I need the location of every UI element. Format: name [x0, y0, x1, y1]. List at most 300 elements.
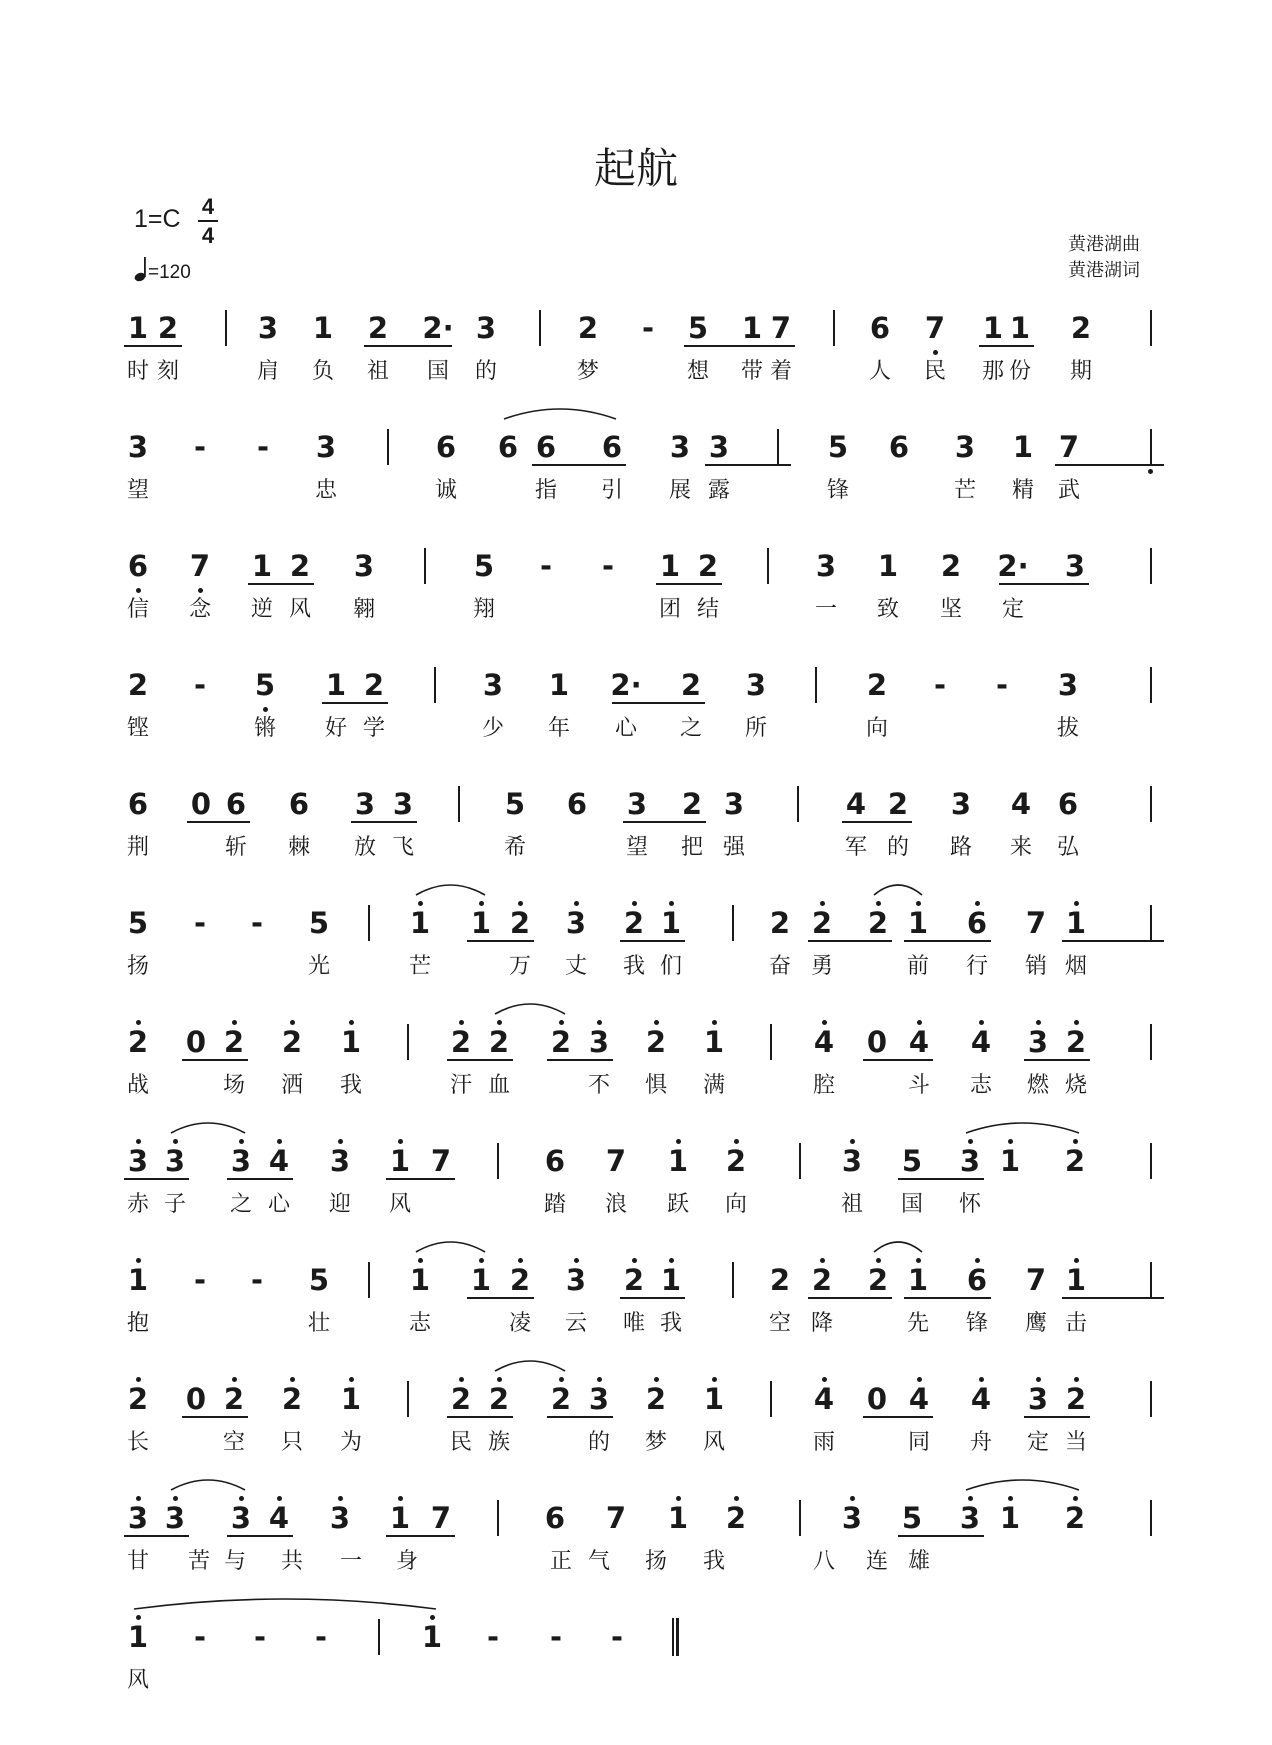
lyric-10-13: 八 — [812, 1549, 835, 1574]
lyric-9-11: 风 — [702, 1430, 725, 1455]
lyric-3-6: 少 — [481, 716, 504, 741]
note-2-12: 3 — [815, 549, 837, 583]
lyric-3-12: 向 — [865, 716, 888, 741]
lyric-5-13: 勇 — [810, 954, 833, 979]
lyric-6-7: 血 — [487, 1073, 510, 1098]
lyric-5-7: 万 — [508, 954, 531, 979]
lyric-10-8: 正 — [549, 1549, 572, 1574]
note-11-0: 1 — [127, 1620, 149, 1654]
lyric-8-16: 锋 — [965, 1311, 988, 1336]
note-0-11: 5 — [687, 311, 709, 345]
note-7-1: 3 — [164, 1144, 186, 1178]
note-10-3: 4 — [268, 1501, 290, 1535]
note-7-8: 6 — [544, 1144, 566, 1178]
lyric-7-4: 迎 — [328, 1192, 351, 1217]
lyric-11-0: 风 — [126, 1668, 149, 1693]
lyric-10-5: 身 — [395, 1549, 418, 1574]
slur-arc — [504, 409, 616, 419]
lyric-6-10: 惧 — [644, 1073, 667, 1098]
note-0-18: 1 — [1009, 311, 1031, 345]
note-4-11: 3 — [723, 787, 745, 821]
note-11-6: - — [486, 1620, 500, 1654]
note-6-3: 2 — [281, 1025, 303, 1059]
note-2-2: 1 — [251, 549, 273, 583]
lyric-3-9: 之 — [679, 716, 702, 741]
slur-arc — [495, 1004, 565, 1014]
note-5-18: 1 — [1065, 906, 1087, 940]
lyric-7-11: 向 — [724, 1192, 747, 1217]
note-6-8: 2 — [550, 1025, 572, 1059]
note-8-13: 2 — [811, 1263, 833, 1297]
lyric-5-12: 奋 — [768, 954, 791, 979]
note-5-13: 2 — [811, 906, 833, 940]
lyric-4-3: 棘 — [287, 835, 310, 860]
lyric-7-10: 跃 — [666, 1192, 689, 1217]
lyric-8-9: 唯 — [622, 1311, 645, 1336]
note-8-6: 1 — [470, 1263, 492, 1297]
lyric-6-2: 场 — [222, 1073, 245, 1098]
note-4-10: 2 — [681, 787, 703, 821]
note-9-13: 4 — [813, 1382, 835, 1416]
lyric-8-12: 空 — [768, 1311, 791, 1336]
lyric-4-5: 飞 — [391, 835, 414, 860]
lyric-2-14: 坚 — [939, 597, 962, 622]
note-5-7: 2 — [509, 906, 531, 940]
note-2-9: 1 — [659, 549, 681, 583]
lyric-0-18: 份 — [1008, 359, 1031, 384]
note-9-0: 2 — [127, 1382, 149, 1416]
slur-arc — [171, 1123, 245, 1133]
slur-arc — [495, 1361, 565, 1371]
note-3-3: 1 — [325, 668, 347, 702]
note-5-1: - — [193, 906, 207, 940]
key-signature: 1=C — [134, 205, 181, 233]
note-10-10: 1 — [667, 1501, 689, 1535]
lyric-7-13: 祖 — [840, 1192, 863, 1217]
lyric-5-17: 销 — [1024, 954, 1047, 979]
lyric-3-3: 好 — [324, 716, 347, 741]
note-6-18: 2 — [1065, 1025, 1087, 1059]
lyric-10-10: 扬 — [644, 1549, 667, 1574]
note-2-10: 2 — [697, 549, 719, 583]
lyric-6-4: 我 — [339, 1073, 362, 1098]
lyric-9-16: 舟 — [969, 1430, 992, 1455]
lyric-7-5: 风 — [388, 1192, 411, 1217]
lyric-9-10: 梦 — [644, 1430, 667, 1455]
lyric-6-9: 不 — [587, 1073, 610, 1098]
note-4-4: 3 — [354, 787, 376, 821]
note-2-8: - — [601, 549, 615, 583]
lyric-4-9: 望 — [625, 835, 648, 860]
note-8-3: 5 — [308, 1263, 330, 1297]
lyric-9-15: 同 — [907, 1430, 930, 1455]
lyric-4-13: 军 — [844, 835, 867, 860]
lyric-10-15: 雄 — [907, 1549, 930, 1574]
lyric-0-16: 民 — [923, 359, 946, 384]
note-5-15: 1 — [907, 906, 929, 940]
lyric-6-18: 烧 — [1064, 1073, 1087, 1098]
lyric-0-12: 带 — [740, 359, 763, 384]
note-7-15: 3 — [959, 1144, 981, 1178]
lyric-5-5: 芒 — [408, 954, 431, 979]
lyric-10-1: 苦 — [187, 1549, 210, 1574]
note-9-4: 1 — [340, 1382, 362, 1416]
note-4-0: 6 — [127, 787, 149, 821]
lyric-9-17: 定 — [1026, 1430, 1049, 1455]
time-signature-top: 4 — [201, 194, 215, 219]
note-9-11: 1 — [703, 1382, 725, 1416]
note-7-11: 2 — [725, 1144, 747, 1178]
lyric-5-8: 丈 — [564, 954, 587, 979]
lyric-4-14: 的 — [886, 835, 909, 860]
lyric-6-17: 燃 — [1026, 1073, 1049, 1098]
lyric-3-10: 所 — [744, 716, 767, 741]
lyric-6-13: 腔 — [812, 1073, 835, 1098]
note-4-17: 6 — [1057, 787, 1079, 821]
lyric-2-2: 逆 — [250, 597, 273, 622]
lyric-8-15: 先 — [906, 1311, 929, 1336]
lyric-0-0: 时 — [126, 359, 149, 384]
slur-arc — [874, 1242, 922, 1252]
note-6-11: 1 — [703, 1025, 725, 1059]
lyric-9-6: 民 — [449, 1430, 472, 1455]
note-6-4: 1 — [340, 1025, 362, 1059]
note-9-9: 3 — [588, 1382, 610, 1416]
lyric-9-3: 只 — [280, 1430, 303, 1455]
note-7-6: 7 — [430, 1144, 452, 1178]
lyric-0-19: 期 — [1069, 359, 1092, 384]
note-8-12: 2 — [769, 1263, 791, 1297]
lyric-10-3: 共 — [280, 1549, 303, 1574]
lyric-10-14: 连 — [865, 1549, 888, 1574]
lyric-0-13: 着 — [769, 359, 792, 384]
note-10-17: 2 — [1064, 1501, 1086, 1535]
note-7-10: 1 — [667, 1144, 689, 1178]
lyric-5-3: 光 — [307, 954, 330, 979]
note-11-2: - — [253, 1620, 267, 1654]
note-0-15: 6 — [869, 311, 891, 345]
note-3-6: 3 — [482, 668, 504, 702]
note-3-14: - — [995, 668, 1009, 702]
lyric-0-4: 负 — [311, 359, 334, 384]
note-4-13: 4 — [845, 787, 867, 821]
lyric-7-1: 子 — [163, 1192, 186, 1217]
note-0-5: 2 — [367, 311, 389, 345]
lyric-6-3: 洒 — [280, 1073, 303, 1098]
note-9-2: 2 — [223, 1382, 245, 1416]
note-4-16: 4 — [1010, 787, 1032, 821]
note-1-3: 3 — [315, 430, 337, 464]
lyric-7-15: 怀 — [958, 1192, 981, 1217]
note-1-14: 3 — [954, 430, 976, 464]
note-9-18: 2 — [1065, 1382, 1087, 1416]
note-0-19: 2 — [1070, 311, 1092, 345]
lyric-6-0: 战 — [126, 1073, 149, 1098]
note-7-0: 3 — [127, 1144, 149, 1178]
note-5-3: 5 — [308, 906, 330, 940]
lyric-10-9: 气 — [587, 1549, 610, 1574]
note-6-16: 4 — [970, 1025, 992, 1059]
lyric-4-2: 斩 — [224, 835, 247, 860]
note-8-18: 1 — [1065, 1263, 1087, 1297]
lyric-2-10: 结 — [696, 597, 719, 622]
lyric-1-0: 望 — [126, 478, 149, 503]
note-10-4: 3 — [329, 1501, 351, 1535]
note-10-15: 3 — [959, 1501, 981, 1535]
lyric-3-15: 拔 — [1056, 716, 1079, 741]
lyric-4-17: 弘 — [1056, 835, 1079, 860]
note-7-9: 7 — [605, 1144, 627, 1178]
lyric-1-8: 引 — [600, 478, 623, 503]
note-10-6: 7 — [430, 1501, 452, 1535]
slur-arc — [416, 885, 485, 895]
note-5-6: 1 — [470, 906, 492, 940]
lyric-10-4: 一 — [339, 1549, 362, 1574]
note-1-0: 3 — [127, 430, 149, 464]
note-10-9: 7 — [605, 1501, 627, 1535]
lyric-0-6: 国 — [426, 359, 449, 384]
note-9-8: 2 — [550, 1382, 572, 1416]
note-7-4: 3 — [329, 1144, 351, 1178]
note-3-1: - — [193, 668, 207, 702]
lyric-9-7: 族 — [487, 1430, 510, 1455]
note-5-12: 2 — [769, 906, 791, 940]
note-3-2: 5 — [254, 668, 276, 702]
note-3-0: 2 — [127, 668, 149, 702]
slur-arc — [171, 1480, 245, 1490]
note-4-9: 3 — [626, 787, 648, 821]
lyric-8-5: 志 — [408, 1311, 431, 1336]
lyric-1-10: 露 — [707, 478, 730, 503]
slur-arc — [134, 1599, 436, 1609]
note-3-13: - — [933, 668, 947, 702]
note-8-2: - — [250, 1263, 264, 1297]
note-5-14: 2 — [867, 906, 889, 940]
note-6-0: 2 — [127, 1025, 149, 1059]
note-6-7: 2 — [488, 1025, 510, 1059]
note-8-15: 1 — [907, 1263, 929, 1297]
lyric-5-0: 扬 — [126, 954, 149, 979]
lyric-10-2: 与 — [223, 1549, 246, 1574]
lyric-8-7: 凌 — [508, 1311, 531, 1336]
note-3-8: 2· — [610, 668, 642, 702]
note-7-16: 1 — [999, 1144, 1021, 1178]
note-7-14: 5 — [901, 1144, 923, 1178]
note-6-10: 2 — [645, 1025, 667, 1059]
note-1-2: - — [256, 430, 270, 464]
note-8-14: 2 — [867, 1263, 889, 1297]
note-3-4: 2 — [363, 668, 385, 702]
lyric-2-9: 团 — [658, 597, 681, 622]
lyric-4-15: 路 — [949, 835, 972, 860]
lyric-10-0: 甘 — [126, 1549, 149, 1574]
lyric-4-16: 来 — [1009, 835, 1032, 860]
composer-credit: 黄港湖曲 — [1068, 234, 1140, 254]
note-0-3: 3 — [257, 311, 279, 345]
lyric-7-3: 心 — [267, 1192, 290, 1217]
note-1-7: 6 — [535, 430, 557, 464]
lyric-4-11: 强 — [722, 835, 745, 860]
note-6-2: 2 — [223, 1025, 245, 1059]
lyric-2-1: 念 — [188, 597, 211, 622]
lyric-6-6: 汗 — [449, 1073, 472, 1098]
note-5-5: 1 — [409, 906, 431, 940]
lyric-8-13: 降 — [810, 1311, 833, 1336]
lyric-8-3: 壮 — [307, 1311, 330, 1336]
note-7-5: 1 — [389, 1144, 411, 1178]
note-0-4: 1 — [312, 311, 334, 345]
note-8-1: - — [193, 1263, 207, 1297]
note-2-4: 3 — [353, 549, 375, 583]
slur-arc — [416, 1242, 485, 1252]
lyric-3-4: 学 — [362, 716, 385, 741]
lyric-3-8: 心 — [614, 716, 637, 741]
lyric-8-10: 我 — [659, 1311, 682, 1336]
note-5-17: 7 — [1025, 906, 1047, 940]
note-11-7: - — [549, 1620, 563, 1654]
note-8-7: 2 — [509, 1263, 531, 1297]
note-11-8: - — [610, 1620, 624, 1654]
lyric-7-0: 赤 — [126, 1192, 149, 1217]
lyric-4-10: 把 — [680, 835, 703, 860]
note-4-15: 3 — [950, 787, 972, 821]
lyricist-credit: 黄港湖词 — [1068, 260, 1140, 280]
note-7-2: 3 — [230, 1144, 252, 1178]
lyric-8-8: 云 — [564, 1311, 587, 1336]
lyric-3-2: 锵 — [253, 716, 276, 741]
lyric-2-4: 翱 — [352, 597, 375, 622]
lyric-1-9: 展 — [668, 478, 691, 503]
lyric-5-10: 们 — [659, 954, 682, 979]
note-1-9: 3 — [669, 430, 691, 464]
note-5-8: 3 — [565, 906, 587, 940]
tempo-value: =120 — [148, 262, 191, 283]
lyric-9-0: 长 — [126, 1430, 149, 1455]
lyric-7-14: 国 — [900, 1192, 923, 1217]
note-1-15: 1 — [1012, 430, 1034, 464]
note-5-0: 5 — [127, 906, 149, 940]
slur-arc — [966, 1123, 1079, 1133]
lyric-0-1: 刻 — [156, 359, 179, 384]
lyric-7-2: 之 — [229, 1192, 252, 1217]
note-2-7: - — [539, 549, 553, 583]
lyric-2-12: 一 — [814, 597, 837, 622]
note-0-1: 2 — [157, 311, 179, 345]
note-9-14: 0 — [866, 1382, 888, 1416]
note-5-9: 2 — [623, 906, 645, 940]
note-0-17: 1 — [982, 311, 1004, 345]
note-7-3: 4 — [268, 1144, 290, 1178]
slur-arc — [874, 885, 922, 895]
note-2-15: 2· — [997, 549, 1029, 583]
lyric-3-7: 年 — [547, 716, 570, 741]
note-7-17: 2 — [1064, 1144, 1086, 1178]
note-3-9: 2 — [680, 668, 702, 702]
note-2-0: 6 — [127, 549, 149, 583]
note-10-0: 3 — [127, 1501, 149, 1535]
note-3-7: 1 — [548, 668, 570, 702]
lyric-5-18: 烟 — [1064, 954, 1087, 979]
lyric-4-7: 希 — [503, 835, 526, 860]
lyric-0-15: 人 — [868, 359, 891, 384]
lyric-5-15: 前 — [906, 954, 929, 979]
note-2-13: 1 — [877, 549, 899, 583]
note-5-10: 1 — [660, 906, 682, 940]
lyric-10-11: 我 — [702, 1549, 725, 1574]
note-4-1: 0 — [190, 787, 212, 821]
note-4-14: 2 — [887, 787, 909, 821]
note-4-8: 6 — [566, 787, 588, 821]
note-10-13: 3 — [841, 1501, 863, 1535]
lyric-5-9: 我 — [622, 954, 645, 979]
note-9-10: 2 — [645, 1382, 667, 1416]
lyric-1-14: 芒 — [953, 478, 976, 503]
lyric-8-0: 抱 — [126, 1311, 149, 1336]
lyric-7-9: 浪 — [604, 1192, 627, 1217]
lyric-1-15: 精 — [1011, 478, 1034, 503]
note-1-12: 5 — [827, 430, 849, 464]
note-0-6: 2· — [422, 311, 454, 345]
note-8-9: 2 — [623, 1263, 645, 1297]
lyric-2-0: 信 — [126, 597, 149, 622]
note-10-11: 2 — [725, 1501, 747, 1535]
lyric-2-13: 致 — [876, 597, 899, 622]
lyric-1-3: 忠 — [314, 478, 337, 503]
note-9-1: 0 — [185, 1382, 207, 1416]
note-5-2: - — [250, 906, 264, 940]
song-title: 起航 — [593, 144, 678, 193]
lyric-1-16: 武 — [1057, 478, 1080, 503]
lyric-1-12: 锋 — [826, 478, 849, 503]
note-8-10: 1 — [660, 1263, 682, 1297]
time-signature-bottom: 4 — [201, 223, 215, 248]
lyric-6-15: 斗 — [907, 1073, 930, 1098]
note-4-7: 5 — [504, 787, 526, 821]
lyric-4-4: 放 — [353, 835, 376, 860]
note-10-16: 1 — [999, 1501, 1021, 1535]
lyric-0-7: 的 — [474, 359, 497, 384]
note-6-13: 4 — [813, 1025, 835, 1059]
note-11-1: - — [193, 1620, 207, 1654]
lyric-4-0: 荆 — [126, 835, 149, 860]
note-9-3: 2 — [281, 1382, 303, 1416]
lyric-5-16: 行 — [965, 954, 988, 979]
lyric-3-0: 铿 — [126, 716, 149, 741]
note-1-8: 6 — [601, 430, 623, 464]
note-3-15: 3 — [1057, 668, 1079, 702]
note-0-9: 2 — [577, 311, 599, 345]
note-0-0: 1 — [127, 311, 149, 345]
lyric-1-7: 指 — [534, 478, 557, 503]
note-6-9: 3 — [588, 1025, 610, 1059]
note-10-14: 5 — [901, 1501, 923, 1535]
note-2-14: 2 — [940, 549, 962, 583]
lyric-9-9: 的 — [587, 1430, 610, 1455]
lyric-9-4: 为 — [339, 1430, 362, 1455]
lyric-9-2: 空 — [222, 1430, 245, 1455]
lyric-6-11: 满 — [702, 1073, 725, 1098]
lyric-8-17: 鹰 — [1024, 1311, 1047, 1336]
note-10-1: 3 — [164, 1501, 186, 1535]
note-9-17: 3 — [1027, 1382, 1049, 1416]
lyric-0-11: 想 — [686, 359, 709, 384]
lyric-8-18: 击 — [1064, 1311, 1087, 1336]
note-9-16: 4 — [970, 1382, 992, 1416]
note-8-16: 6 — [966, 1263, 988, 1297]
note-3-10: 3 — [745, 668, 767, 702]
note-4-5: 3 — [392, 787, 414, 821]
note-10-5: 1 — [389, 1501, 411, 1535]
